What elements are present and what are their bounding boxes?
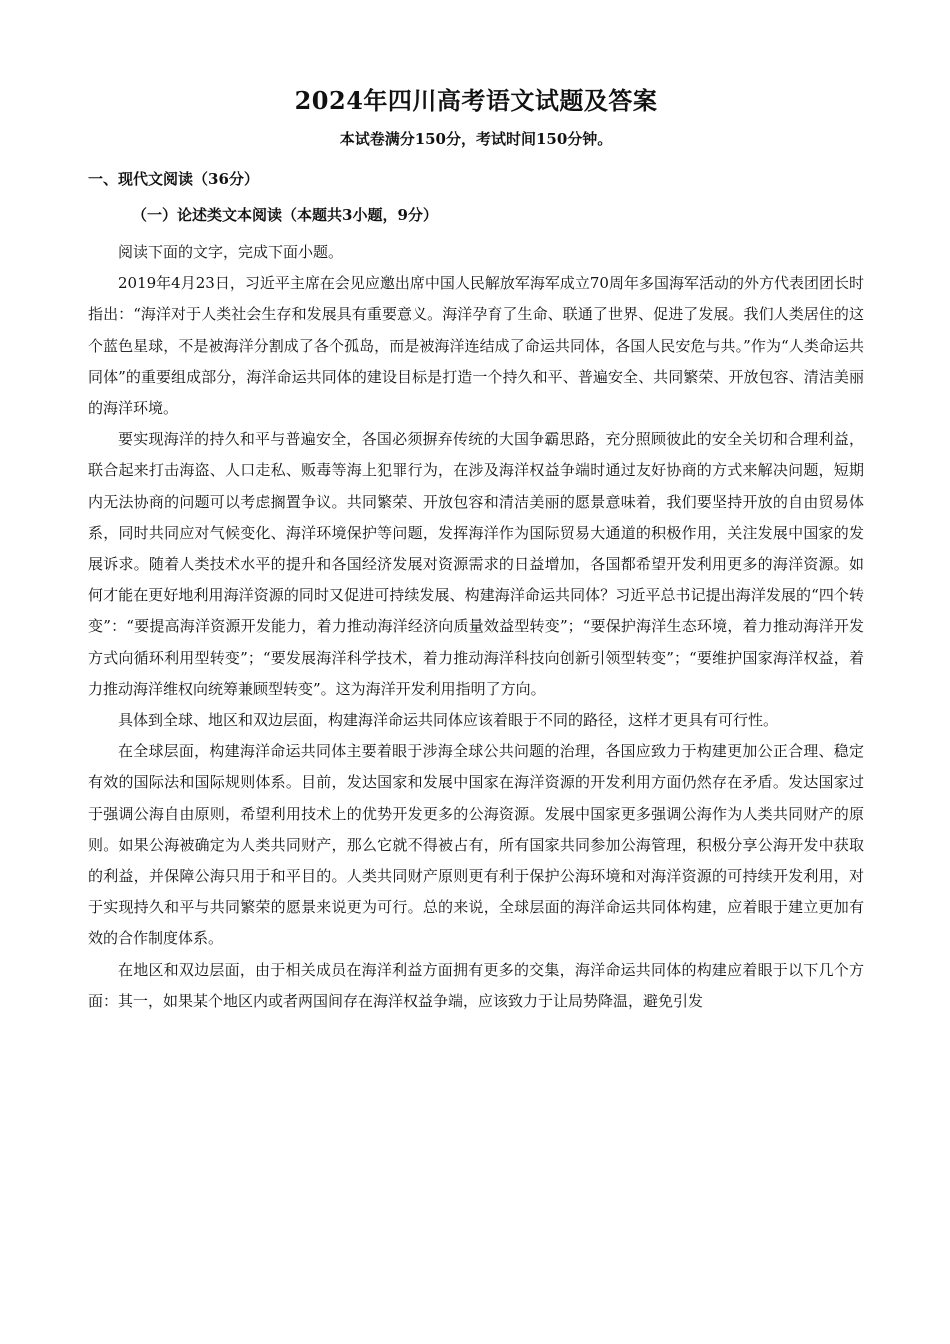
- section-heading: 一、现代文阅读（36分）: [88, 170, 259, 188]
- paragraph: 2019年4月23日，习近平主席在会见应邀出席中国人民解放军海军成立70周年多国海军活动的外方代表团团长时指出：“海洋对于人类社会生存和发展具有重要意义。海洋孕育了生命、联通了世界、促进了发展。我们人类居住的这个蓝色星球，不是被海洋分割成了各个孤岛，而是被海洋连结成了命运共同体，各国人民安危与共。”作为“人类命运共同体”的重要组成部分，海洋命运共同体的建设目标是打造一个持久和平、普遍安全、共同繁荣、开放包容、清洁美丽的海洋环境。: [88, 274, 864, 418]
- paragraph-instruction: 阅读下面的文字，完成下面小题。: [118, 243, 344, 261]
- paragraph: 在地区和双边层面，由于相关成员在海洋利益方面拥有更多的交集，海洋命运共同体的构建应着眼于以下几个方面：其一，如果某个地区内或者两国间存在海洋权益争端，应该致力于让局势降温，避免引发: [88, 960, 864, 1010]
- document-title: 2024年四川高考语文试题及答案: [294, 86, 658, 115]
- reading-passage: [88, 237, 864, 1017]
- paragraph: 具体到全球、地区和双边层面，构建海洋命运共同体应该着眼于不同的路径，这样才更具有可行性。: [118, 711, 779, 730]
- exam-info: 本试卷满分150分，考试时间150分钟。: [339, 130, 613, 148]
- subsection-heading: （一）论述类文本阅读（本题共3小题，9分）: [132, 206, 438, 224]
- paragraph: 在全球层面，构建海洋命运共同体主要着眼于涉海全球公共问题的治理，各国应致力于构建更加公正合理、稳定有效的国际法和国际规则体系。目前，发达国家和发展中国家在海洋资源的开发利用方面仍然存在矛盾。发达国家过于强调公海自由原则，希望利用技术上的优势开发更多的公海资源。发展中国家更多强调公海作为人类共同财产的原则。如果公海被确定为人类共同财产，那么它就不得被占有，所有国家共同参加公海管理，积极分享公海开发中获取的利益，并保障公海只用于和平目的。人类共同财产原则更有利于保护公海环境和对海洋资源的可持续开发利用，对于实现持久和平与共同繁荣的愿景来说更为可行。总的来说，全球层面的海洋命运共同体构建，应着眼于建立更加有效的合作制度体系。: [88, 742, 864, 948]
- paragraph: 要实现海洋的持久和平与普遍安全，各国必须摒弃传统的大国争霸思路，充分照顾彼此的安全关切和合理利益，联合起来打击海盗、人口走私、贩毒等海上犯罪行为，在涉及海洋权益争端时通过友好协商的方式来解决问题，短期内无法协商的问题可以考虑搁置争议。共同繁荣、开放包容和清洁美丽的愿景意味着，我们要坚持开放的自由贸易体系，同时共同应对气候变化、海洋环境保护等问题，发挥海洋作为国际贸易大通道的积极作用，关注发展中国家的发展诉求。随着人类技术水平的提升和各国经济发展对资源需求的日益增加，各国都希望开发利用更多的海洋资源。如何才能在更好地利用海洋资源的同时又促进可持续发展、构建海洋命运共同体？习近平总书记提出海洋发展的“四个转变”：“要提高海洋资源开发能力，着力推动海洋经济向质量效益型转变”；“要保护海洋生态环境，着力推动海洋开发方式向循环利用型转变”；“要发展海洋科学技术，着力推动海洋科技向创新引领型转变”；“要维护国家海洋权益，着力推动海洋维权向统筹兼顾型转变”。这为海洋开发利用指明了方向。: [88, 430, 864, 698]
